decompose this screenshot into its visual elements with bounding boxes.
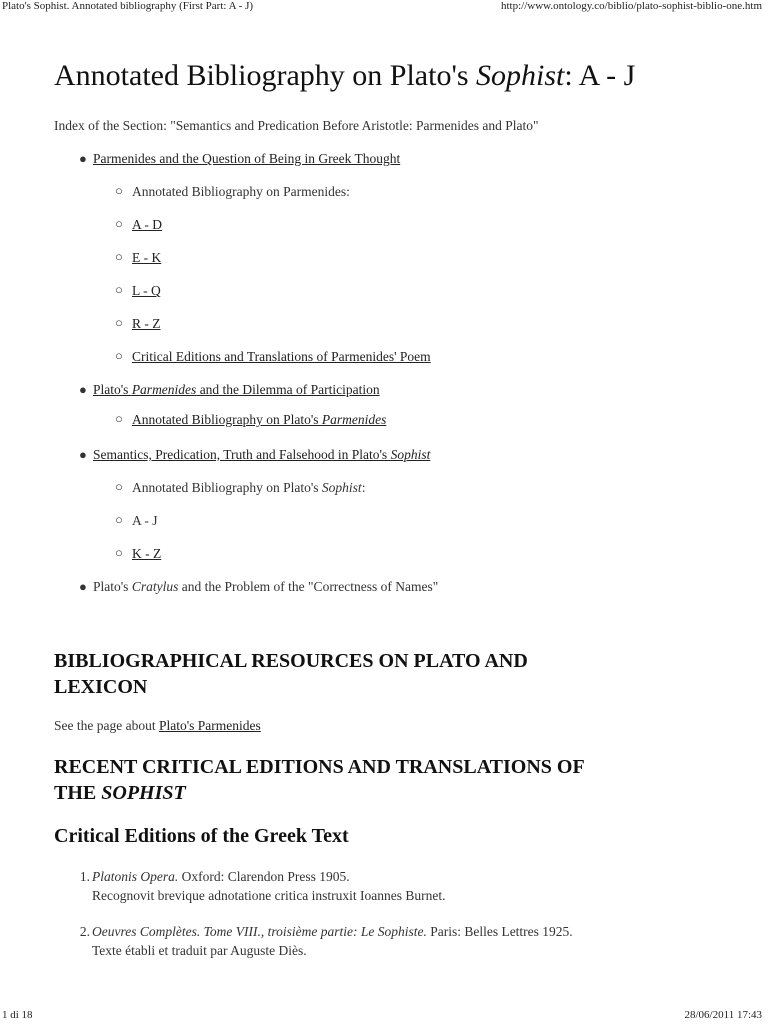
reference-title: Platonis Opera.: [92, 869, 179, 884]
index-label: Index of the Section: "Semantics and Predication Before Aristotle: Parmenides and Plato": [54, 118, 539, 133]
toc-item-critical-editions-poem: [115, 348, 431, 365]
circle-bullet-icon: ○: [115, 512, 123, 527]
print-header-url: http://www.ontology.co/biblio/plato-sophist-biblio-one.htm: [500, 0, 762, 12]
toc-text-semantics: Semantics, Predication, Truth and Falsehood in Plato's: [93, 447, 391, 462]
circle-bullet-icon: ○: [115, 479, 123, 494]
toc-label-range-aj-current: A - J: [132, 513, 158, 528]
circle-bullet-icon: ○: [115, 411, 123, 426]
circle-bullet-icon: ○: [115, 183, 123, 198]
section-heading-editions-line2: THE: [54, 782, 102, 804]
toc-item-plato-parmenides: [79, 382, 380, 398]
toc-link-range-rz[interactable]: R - Z: [132, 316, 161, 331]
section-heading-editions: [54, 754, 585, 806]
circle-bullet-icon: ○: [115, 282, 123, 297]
subsection-heading-greek-text: Critical Editions of the Greek Text: [54, 825, 349, 847]
toc-item-parmenides-being: [79, 151, 401, 167]
circle-bullet-icon: ○: [115, 249, 123, 264]
section-heading-resources-line2: LEXICON: [54, 676, 148, 698]
toc-text-sophist: Sophist: [390, 447, 431, 462]
toc-text-parmenides: Parmenides: [131, 382, 197, 397]
toc-item-semantics-sophist: [79, 447, 431, 463]
section-heading-editions-emph: SOPHIST: [101, 782, 186, 804]
toc-item-biblio-parmenides: [115, 183, 350, 200]
print-footer: [0, 1009, 768, 1023]
reference-number: 1.: [79, 869, 90, 884]
section-heading-editions-line1: RECENT CRITICAL EDITIONS AND TRANSLATIONS OF: [54, 756, 585, 778]
toc-link-range-kz[interactable]: K - Z: [132, 546, 162, 561]
bullet-icon: ●: [79, 579, 87, 594]
page-content: [54, 58, 734, 958]
bullet-icon: ●: [79, 447, 87, 462]
page-counter: 1 di 18: [2, 1009, 33, 1021]
toc-item-range-kz: [115, 545, 162, 562]
toc-text-parmenides: Parmenides: [321, 412, 387, 427]
reference-publisher: Oxford: Clarendon Press 1905.: [178, 869, 350, 884]
circle-bullet-icon: ○: [115, 545, 123, 560]
toc-text-dilemma: and the Dilemma of Participation: [196, 382, 380, 397]
toc-text-platos: Plato's: [93, 579, 132, 594]
toc-text-names: and the Problem of the "Correctness of Names": [178, 579, 439, 594]
toc-item-range-rz: [115, 315, 161, 332]
toc-link-plato-parmenides[interactable]: [93, 382, 380, 397]
print-header-title: Plato's Sophist. Annotated bibliography (First Part: A - J): [2, 0, 254, 12]
toc-item-range-lq: [115, 282, 161, 299]
page-title: [54, 58, 734, 94]
toc-link-parmenides-being[interactable]: Parmenides and the Question of Being in Greek Thought: [93, 151, 401, 166]
toc-link-range-ad[interactable]: A - D: [132, 217, 162, 232]
reference-note: Texte établi et traduit par Auguste Diès.: [92, 943, 307, 958]
toc-item-range-ad: [115, 216, 162, 233]
section-heading-resources-line1: BIBLIOGRAPHICAL RESOURCES ON PLATO AND: [54, 650, 528, 672]
print-timestamp: 28/06/2011 17:43: [684, 1009, 762, 1021]
toc-item-biblio-plato-parmenides: [115, 411, 387, 428]
reference-body: [92, 867, 446, 905]
toc-item-range-aj: [115, 512, 158, 529]
toc-link-biblio-plato-parmenides[interactable]: [132, 412, 386, 427]
circle-bullet-icon: ○: [115, 216, 123, 231]
bullet-icon: ●: [79, 382, 87, 397]
toc-text-cratylus: Cratylus: [131, 579, 179, 594]
toc-label-biblio-plato-sophist: [132, 480, 365, 495]
reference-publisher: Paris: Belles Lettres 1925.: [426, 924, 573, 939]
toc-text-colon: :: [361, 480, 366, 495]
toc-item-biblio-plato-sophist: [115, 479, 366, 496]
toc-link-range-lq[interactable]: L - Q: [132, 283, 161, 298]
bullet-icon: ●: [79, 151, 87, 166]
section-heading-resources: [54, 648, 528, 700]
reference-number: 2.: [79, 924, 90, 939]
circle-bullet-icon: ○: [115, 348, 123, 363]
circle-bullet-icon: ○: [115, 315, 123, 330]
toc-text-sophist: Sophist: [321, 480, 362, 495]
page-title-suffix: : A - J: [564, 59, 636, 92]
toc-link-semantics-sophist[interactable]: [93, 447, 430, 462]
reference-note: Recognovit brevique adnotatione critica instruxit Ioannes Burnet.: [92, 888, 446, 903]
page-title-emph: Sophist: [476, 59, 565, 92]
toc-text-biblio-platos: Annotated Bibliography on Plato's: [132, 480, 322, 495]
toc-item-range-ek: [115, 249, 162, 266]
toc-item-cratylus: [79, 579, 439, 595]
print-header: [0, 0, 768, 14]
resources-paragraph: [54, 718, 261, 734]
resources-text: See the page about: [54, 718, 159, 733]
reference-body: [92, 922, 573, 960]
toc-link-critical-editions-poem[interactable]: Critical Editions and Translations of Parmenides' Poem: [132, 349, 431, 364]
page-title-prefix: Annotated Bibliography on Plato's: [54, 59, 477, 92]
toc-label-cratylus: [93, 579, 438, 594]
toc-link-range-ek[interactable]: E - K: [132, 250, 162, 265]
reference-title: Oeuvres Complètes. Tome VIII., troisième partie: Le Sophiste.: [92, 924, 427, 939]
resources-link-plato-parmenides[interactable]: Plato's Parmenides: [158, 718, 261, 733]
toc-text-biblio-platos: Annotated Bibliography on Plato's: [132, 412, 322, 427]
toc-text-platos: Plato's: [93, 382, 132, 397]
toc-label-biblio-parmenides: Annotated Bibliography on Parmenides:: [132, 184, 350, 199]
